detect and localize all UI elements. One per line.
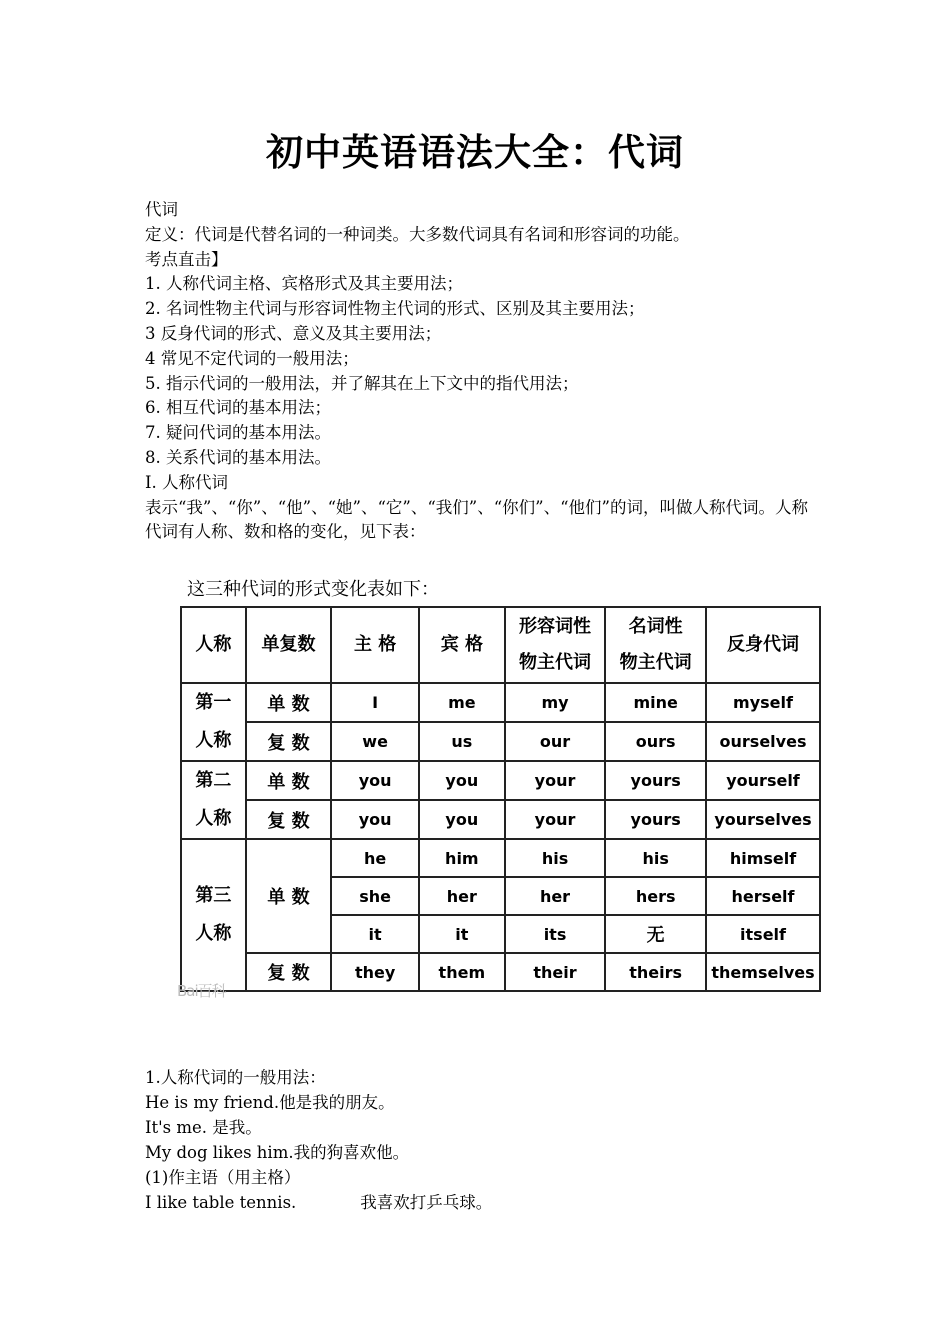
intro-line: 定义：代词是代替名词的一种词类。大多数代词具有名词和形容词的功能。	[145, 224, 690, 244]
intro-line: 2. 名词性物主代词与形容词性物主代词的形式、区别及其主要用法；	[145, 299, 645, 319]
page-title: 初中英语语法大全：代词	[266, 130, 684, 174]
example-line	[145, 1190, 815, 1215]
table-cell: we	[331, 722, 419, 761]
number-cell: 复 数	[246, 722, 332, 761]
table-cell: his	[605, 839, 706, 877]
table-cell: yours	[605, 800, 706, 839]
table-cell: mine	[605, 683, 706, 722]
table-cell: you	[331, 800, 419, 839]
header-person: 人称	[181, 607, 246, 683]
third-person-line2: 人称	[195, 923, 232, 944]
intro-line: 3 反身代词的形式、意义及其主要用法；	[145, 323, 442, 343]
first-person-cell	[181, 683, 246, 761]
intro-line: 代词	[145, 200, 178, 219]
header-noun-possessive-line2: 物主代词	[619, 652, 692, 673]
watermark: Bai百科	[177, 982, 226, 1000]
number-cell: 复 数	[246, 800, 332, 839]
table-row	[181, 722, 820, 761]
intro-line: 考点直击】	[145, 249, 228, 269]
table-cell: theirs	[605, 953, 706, 991]
pronoun-table-figure	[175, 575, 825, 1005]
figure-caption: 这三种代词的形式变化表如下：	[187, 579, 439, 600]
table-cell: your	[505, 800, 606, 839]
example-chinese: 我喜欢打乒乓球。	[360, 1193, 493, 1212]
table-row	[181, 683, 820, 722]
table-cell: him	[419, 839, 505, 877]
number-cell: 单 数	[246, 761, 332, 800]
intro-section	[145, 198, 815, 545]
table-cell: herself	[706, 877, 820, 915]
usage-heading: 1.人称代词的一般用法：	[145, 1068, 326, 1087]
second-person-line2: 人称	[195, 808, 232, 829]
intro-line: 5. 指示代词的一般用法，并了解其在上下文中的指代用法；	[145, 373, 579, 393]
intro-line: 8. 关系代词的基本用法。	[145, 447, 331, 467]
example-english: I like table tennis.	[145, 1193, 297, 1212]
table-cell: you	[331, 761, 419, 800]
header-noun-possessive	[605, 607, 706, 683]
example-line: (1)作主语（用主格）	[145, 1168, 301, 1187]
table-cell: her	[505, 877, 606, 915]
usage-section	[145, 1065, 815, 1215]
section-heading: I. 人称代词	[145, 472, 229, 492]
header-adj-possessive-line1: 形容词性	[519, 616, 592, 637]
second-person-cell	[181, 761, 246, 839]
number-cell: 单 数	[246, 683, 332, 722]
intro-line: 6. 相互代词的基本用法；	[145, 398, 331, 418]
header-noun-possessive-line1: 名词性	[628, 616, 683, 637]
table-row	[181, 839, 820, 877]
header-adj-possessive	[505, 607, 606, 683]
example-line: My dog likes him.我的狗喜欢他。	[145, 1143, 410, 1162]
table-cell: my	[505, 683, 606, 722]
example-line: It's me. 是我。	[145, 1118, 262, 1137]
table-row	[181, 761, 820, 800]
table-cell: his	[505, 839, 606, 877]
first-person-line1: 第一	[195, 692, 232, 713]
table-cell: ours	[605, 722, 706, 761]
number-cell: 单 数	[246, 839, 332, 953]
table-cell: himself	[706, 839, 820, 877]
table-cell: itself	[706, 915, 820, 953]
third-person-line1: 第三	[195, 885, 232, 906]
header-subject: 主 格	[331, 607, 419, 683]
table-cell: your	[505, 761, 606, 800]
table-cell: 无	[605, 915, 706, 953]
table-row	[181, 800, 820, 839]
first-person-line2: 人称	[195, 730, 232, 751]
table-cell: our	[505, 722, 606, 761]
table-cell: it	[331, 915, 419, 953]
intro-line: 4 常见不定代词的一般用法；	[145, 348, 359, 368]
table-cell: myself	[706, 683, 820, 722]
table-cell: me	[419, 683, 505, 722]
table-cell: you	[419, 800, 505, 839]
table-cell: ourselves	[706, 722, 820, 761]
intro-line: 1. 人称代词主格、宾格形式及其主要用法；	[145, 274, 463, 294]
table-cell: hers	[605, 877, 706, 915]
number-cell: 复 数	[246, 953, 332, 991]
table-cell: her	[419, 877, 505, 915]
pronoun-forms-table	[180, 606, 821, 992]
table-row	[181, 953, 820, 991]
table-cell: I	[331, 683, 419, 722]
third-person-cell	[181, 839, 246, 991]
table-cell: their	[505, 953, 606, 991]
intro-paragraph: 表示“我”、“你”、“他”、“她”、“它”、“我们”、“你们”、“他们”的词，叫做人称代词。人称代词有人称、数和格的变化，见下表：	[145, 497, 808, 542]
table-cell: it	[419, 915, 505, 953]
table-cell: he	[331, 839, 419, 877]
table-cell: us	[419, 722, 505, 761]
table-cell: yourselves	[706, 800, 820, 839]
example-line: He is my friend.他是我的朋友。	[145, 1093, 395, 1112]
header-reflexive: 反身代词	[706, 607, 820, 683]
intro-line: 7. 疑问代词的基本用法。	[145, 423, 331, 443]
table-cell: themselves	[706, 953, 820, 991]
table-header-row	[181, 607, 820, 683]
header-object: 宾 格	[419, 607, 505, 683]
table-cell: you	[419, 761, 505, 800]
table-cell: they	[331, 953, 419, 991]
header-number: 单复数	[246, 607, 332, 683]
table-cell: its	[505, 915, 606, 953]
table-cell: yourself	[706, 761, 820, 800]
header-adj-possessive-line2: 物主代词	[519, 652, 592, 673]
table-cell: them	[419, 953, 505, 991]
table-cell: yours	[605, 761, 706, 800]
second-person-line1: 第二	[195, 770, 232, 791]
table-cell: she	[331, 877, 419, 915]
